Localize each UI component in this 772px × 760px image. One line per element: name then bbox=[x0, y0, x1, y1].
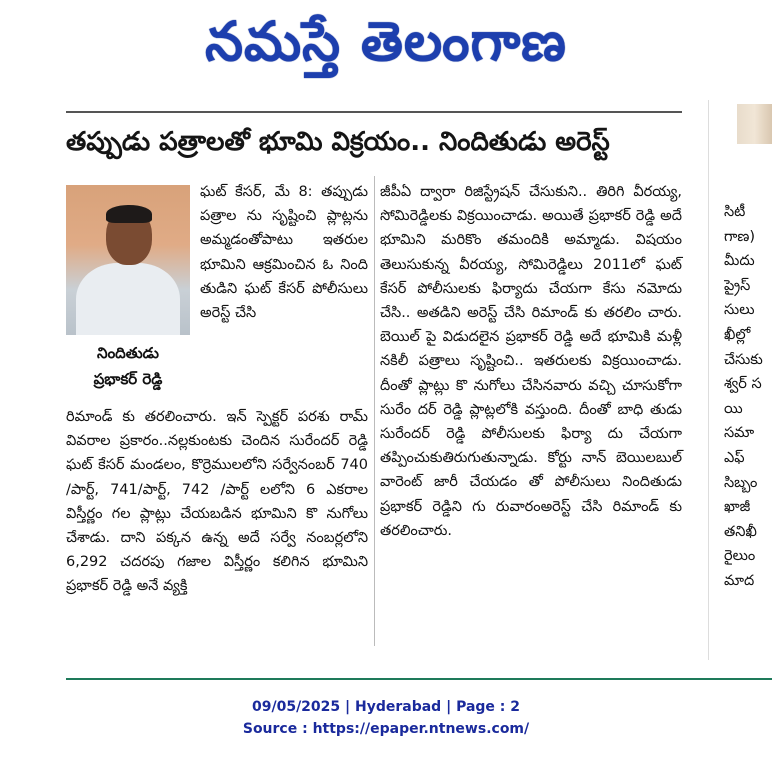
side-column-line: ప్రైస్ bbox=[724, 277, 751, 294]
side-article-photo bbox=[737, 104, 772, 144]
article-column-1-bottom bbox=[66, 405, 368, 599]
accused-photo bbox=[66, 185, 190, 335]
top-rule bbox=[66, 111, 682, 113]
footer bbox=[0, 696, 772, 740]
side-column-line: తనిఖీ bbox=[724, 523, 757, 540]
article-text: జీపీఏ ద్వారా రిజిస్ట్రేషన్ చేసుకుని.. తిరిగి వీరయ్య, సోమిరెడ్డిలకు విక్రయించాడు. అయితే ప్రభాకర్ రెడ్డి అదే భూమిని మరికొం తమందికి అమ్మాడు. విషయం తెలుసుకున్న వీరయ్య, సోమిరెడ్డిలు 2011లో ఘట్ కేసర్ పోలీసులకు ఫిర్యాదు చేయగా కేసు నమోదు చేసి.. అతడిని అరెస్ట్ చేసి రిమాండ్ కు తరలిం చారు. బెయిల్ పై విడుదలైన ప్రభాకర్ రెడ్డి అదే భూమికి మళ్లీ నకిలీ పత్రాలు సృష్టించి.. ఇతరులకు విక్రయించాడు. దీంతో ప్లాట్లు కొ నుగోలు చేసినవారు వచ్చి చూసుకోగా సురేం దర్ రెడ్డి ప్లాట్లలోకి వస్తుంది. దీంతో బాధి తుడు సురేందర్ రెడ్డి పోలీసులకు ఫిర్యా దు చేయగా తప్పించుకుతిరుగుతున్నాడు. కోర్టు నాన్ బెయిలబుల్ వారెంట్ జారీ చేయడం తో పోలీసులు నిందితుడు ప్రభాకర్ రెడ్డిని గు రువారంఅరెస్ట్ చేసి రిమాండ్ కు తరలించారు. bbox=[380, 184, 682, 539]
side-column-line: యి bbox=[724, 400, 743, 417]
article-headline: తప్పుడు పత్రాలతో భూమి విక్రయం.. నిందితుడు అరెస్ట్ bbox=[66, 127, 610, 157]
side-column-line: సమా bbox=[724, 425, 755, 442]
side-column-line: సిబ్బం bbox=[724, 474, 758, 491]
side-column-line: రైలుం bbox=[724, 548, 756, 565]
column-divider bbox=[374, 176, 375, 646]
side-column-rule bbox=[708, 100, 709, 660]
side-column-line: శ్వర్ స bbox=[724, 376, 762, 393]
side-column-line: చేసుకు bbox=[724, 351, 763, 368]
side-column-line: ఖీల్లో bbox=[724, 326, 751, 343]
side-column-line: మీదు bbox=[724, 253, 755, 270]
side-column-line: మాద bbox=[724, 572, 755, 589]
adjacent-article-column bbox=[724, 200, 772, 594]
article-text: ఘట్ కేసర్, మే 8: తప్పుడు పత్రాల ను సృష్టించి ప్లాట్లను అమ్మడంతోపాటు ఇతరుల భూమిని ఆక్రమించిన ఓ నింది తుడిని ఘట్ కేసర్ పోలీసులు అరెస్ట్ చేసి bbox=[200, 184, 368, 322]
caption-line-1: నిందితుడు bbox=[97, 344, 159, 362]
article-column-1-top bbox=[200, 180, 368, 325]
footer-source-line: Source : https://epaper.ntnews.com/ bbox=[242, 721, 530, 737]
side-column-line: సిటీ bbox=[724, 204, 746, 220]
side-column-line: ఖాజీ bbox=[724, 499, 751, 516]
side-column-line: ఎఫ్ bbox=[724, 449, 745, 466]
footer-rule bbox=[66, 678, 772, 680]
caption-line-2: ప్రభాకర్ రెడ్డి bbox=[93, 370, 163, 388]
article-column-2 bbox=[380, 180, 682, 543]
side-column-line: గాణ) bbox=[724, 228, 755, 245]
article-text: రిమాండ్ కు తరలించారు. ఇన్ స్పెక్టర్ పరశు రామ్ వివరాల ప్రకారం..నల్లకుంటకు చెందిన సురేందర్ రెడ్డి ఘట్ కేసర్ మండలం, కొర్రెములలోని సర్వేనంబర్ 740 /పార్ట్, 741/పార్ట్, 742 /పార్ట్ లలోని 6 ఎకరాల విస్తీర్ణం గల ప్లాట్లు చేయబడిన భూమిని కొ నుగోలు చేశాడు. దాని పక్కన ఉన్న అదే సర్వే నంబర్లలోని 6,292 చదరపు గజాల విస్తీర్ణం కలిగిన భూమిని ప్రభాకర్ రెడ్డి అనే వ్యక్తి bbox=[66, 409, 368, 595]
photo-caption bbox=[66, 340, 190, 392]
masthead-logo: నమస్తే తెలంగాణ bbox=[205, 10, 567, 73]
side-column-line: సులు bbox=[724, 302, 755, 319]
footer-date-line: 09/05/2025 | Hyderabad | Page : 2 bbox=[251, 699, 521, 715]
